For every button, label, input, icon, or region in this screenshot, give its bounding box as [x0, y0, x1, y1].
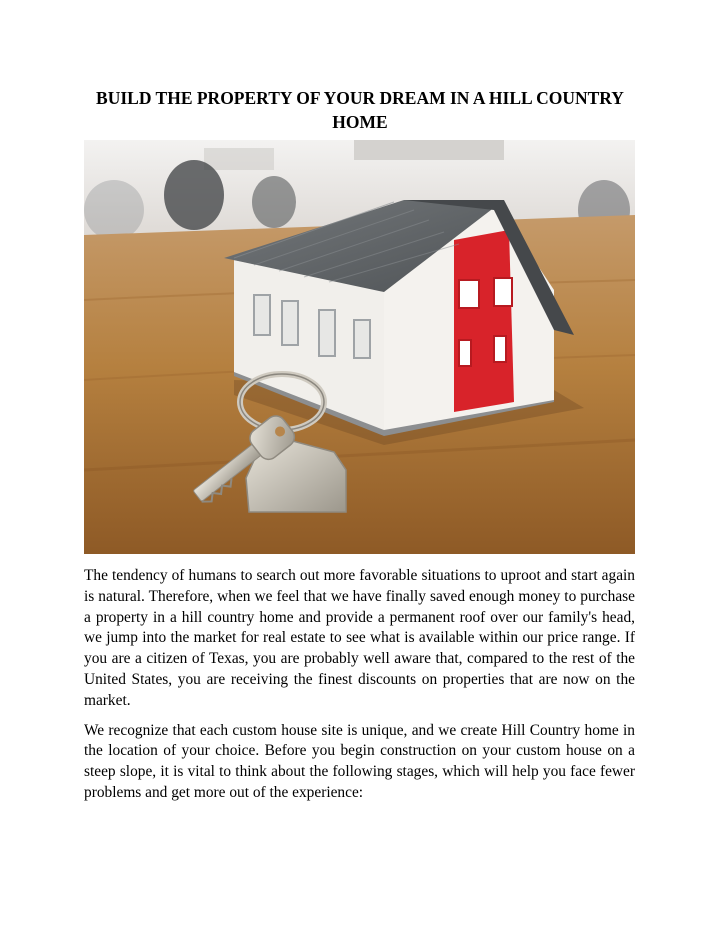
article-body	[84, 566, 635, 813]
paragraph-2: We recognize that each custom house site is unique, and we create Hill Country home in the location of your choice. Before you begin construction on your custom house on a steep slope, it is vital to think about the following stages, which will help you face fewer problems and get more out of the experience:	[84, 721, 635, 801]
page-title: BUILD THE PROPERTY OF YOUR DREAM IN A HILL COUNTRY HOME	[96, 88, 624, 132]
paragraph-1: The tendency of humans to search out more favorable situations to uproot and start again is natural. Therefore, when we feel that we have finally saved enough money to purchase a property in a hill country home and provide a permanent roof over our family's head, we jump into the market for real estate to see what is available within our price range. If you are a citizen of Texas, you are probably well aware that, compared to the rest of the United States, you are receiving the finest discounts on properties that are now on the market.	[84, 567, 635, 709]
house-with-keys-photo	[84, 140, 635, 554]
house-keys-illustration	[84, 140, 635, 554]
